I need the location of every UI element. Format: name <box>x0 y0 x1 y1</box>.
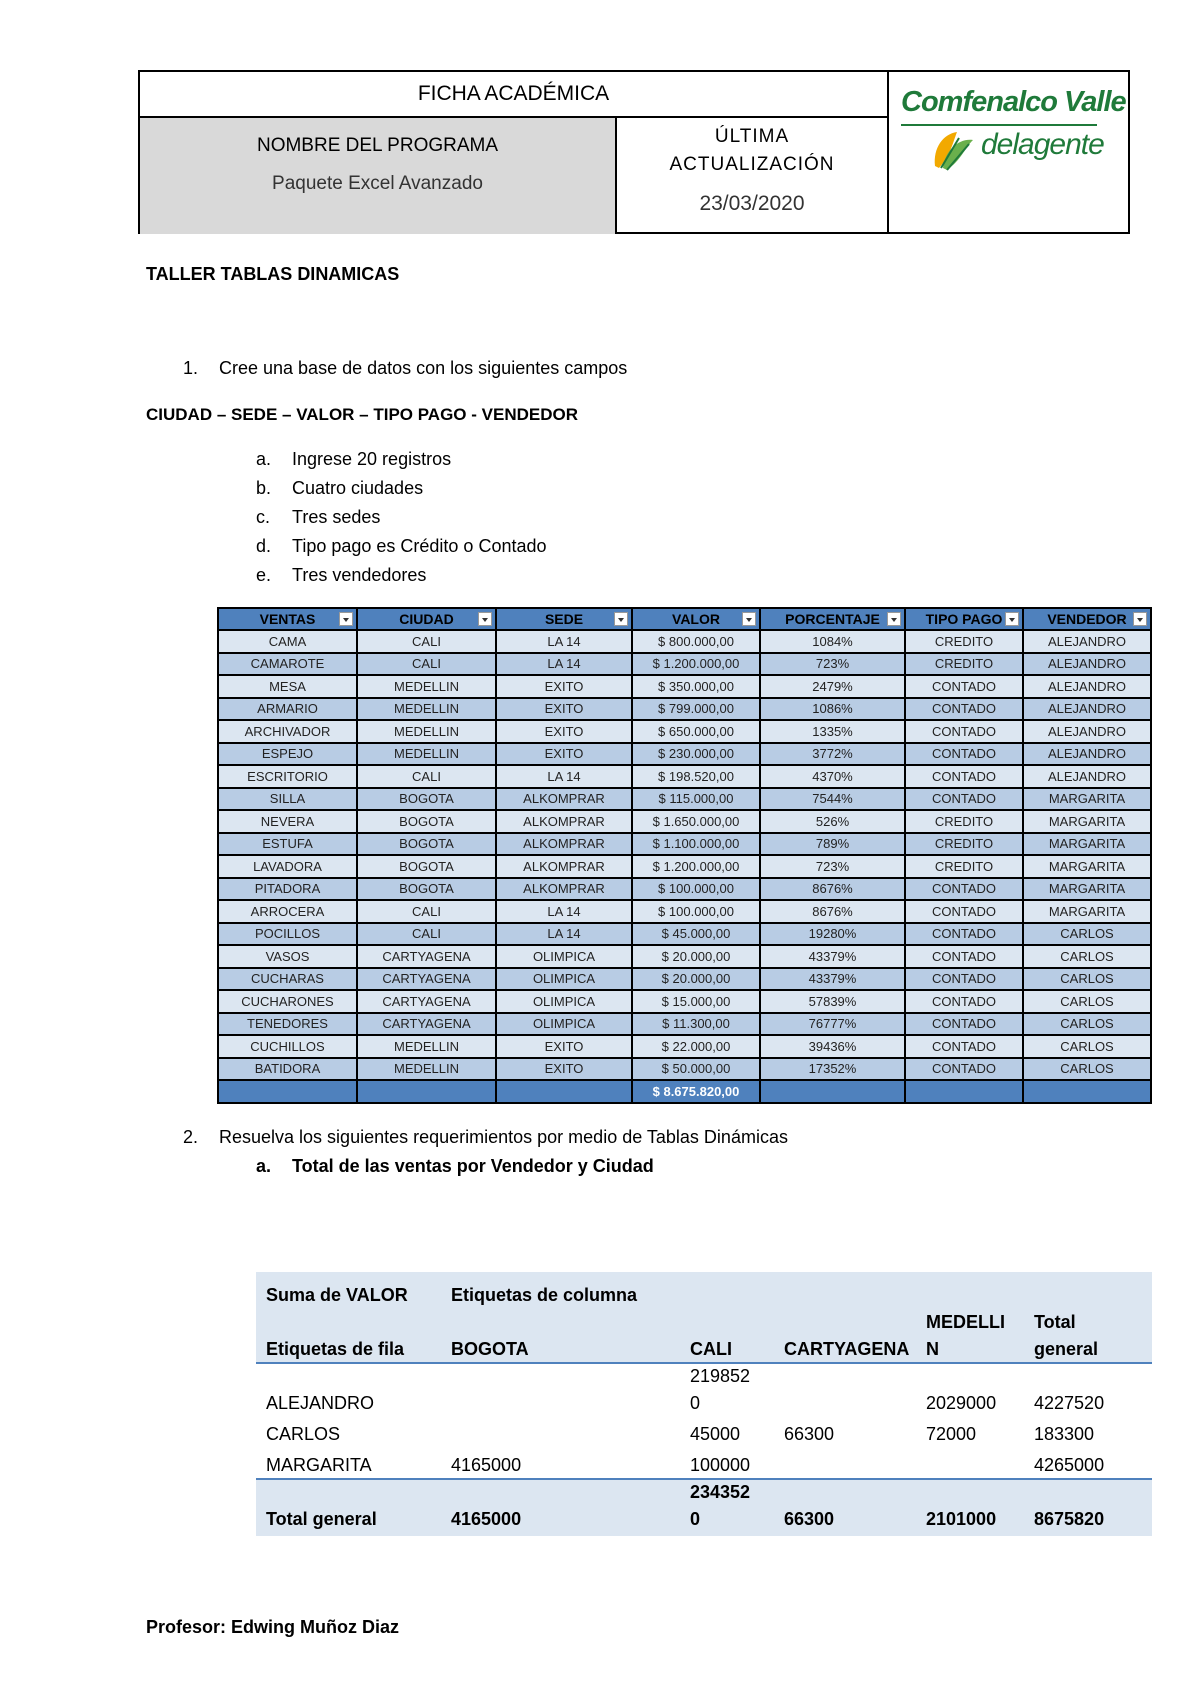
table-cell[interactable]: VASOS <box>218 945 357 968</box>
update-date: 23/03/2020 <box>699 192 805 215</box>
table-row <box>218 630 1151 653</box>
table-cell[interactable]: ALKOMPRAR <box>496 810 632 833</box>
table-cell[interactable]: ESPEJO <box>218 743 357 766</box>
table-row <box>218 765 1151 788</box>
table-cell[interactable] <box>760 1080 905 1103</box>
pivot-grand-cell: 2101000 <box>926 1509 997 1529</box>
table-row <box>218 1035 1151 1058</box>
table-cell[interactable]: $ 350.000,00 <box>632 675 760 698</box>
table-cell[interactable]: MEDELLIN <box>357 1058 496 1081</box>
table-cell[interactable]: CONTADO <box>905 1058 1023 1081</box>
table-body <box>218 630 1151 1080</box>
table-cell[interactable]: POCILLOS <box>218 923 357 946</box>
table-cell[interactable]: CALI <box>357 923 496 946</box>
table-cell[interactable]: $ 1.200.000,00 <box>632 653 760 676</box>
table-row <box>218 675 1151 698</box>
header-label: PORCENTAJE <box>785 611 880 627</box>
logo-divider <box>901 124 1097 126</box>
table-cell[interactable]: ALEJANDRO <box>1023 743 1151 766</box>
table-cell[interactable]: MEDELLIN <box>357 720 496 743</box>
logo-text-bottom: delagente <box>981 128 1104 161</box>
header-ciudad[interactable] <box>357 608 496 630</box>
table-row <box>218 653 1151 676</box>
pivot-grand-cell: 0 <box>690 1509 701 1529</box>
step1-number: 1. <box>183 358 199 378</box>
sublist-text-c: Tres sedes <box>292 507 381 527</box>
table-cell[interactable]: 43379% <box>760 945 905 968</box>
pivot-col-medellin: MEDELLI <box>926 1312 1005 1332</box>
table-cell[interactable]: 57839% <box>760 990 905 1013</box>
table-cell[interactable]: ALEJANDRO <box>1023 675 1151 698</box>
pivot-cell: 2029000 <box>926 1393 997 1413</box>
table-cell[interactable]: LA 14 <box>496 923 632 946</box>
table-cell[interactable]: $ 198.520,00 <box>632 765 760 788</box>
pivot-col-medellin-wrap: N <box>926 1339 939 1359</box>
pivot-row-name: MARGARITA <box>266 1455 372 1475</box>
table-cell[interactable]: ESCRITORIO <box>218 765 357 788</box>
table-row <box>218 743 1151 766</box>
table-cell[interactable]: 7544% <box>760 788 905 811</box>
pivot-cell: 4265000 <box>1034 1455 1105 1475</box>
table-row <box>218 878 1151 901</box>
table-cell[interactable]: $ 50.000,00 <box>632 1058 760 1081</box>
table-cell[interactable]: CONTADO <box>905 698 1023 721</box>
table-cell[interactable]: OLIMPICA <box>496 1013 632 1036</box>
table-cell[interactable]: ALEJANDRO <box>1023 765 1151 788</box>
table-cell[interactable]: CONTADO <box>905 765 1023 788</box>
table-cell[interactable]: 1084% <box>760 630 905 653</box>
pivot-grand-cell: 234352 <box>690 1482 751 1502</box>
table-cell[interactable]: $ 1.100.000,00 <box>632 833 760 856</box>
pivot-cell: 4165000 <box>451 1455 522 1475</box>
pivot-grand-cell: 66300 <box>784 1509 835 1529</box>
step2-number: 2. <box>183 1127 199 1147</box>
sublist-text-a: Ingrese 20 registros <box>292 449 452 469</box>
table-cell[interactable]: CARLOS <box>1023 923 1151 946</box>
table-cell[interactable]: ARMARIO <box>218 698 357 721</box>
table-cell[interactable]: 789% <box>760 833 905 856</box>
table-cell[interactable]: MARGARITA <box>1023 788 1151 811</box>
program-name: Paquete Excel Avanzado <box>272 173 483 194</box>
table-cell[interactable]: CONTADO <box>905 720 1023 743</box>
table-cell[interactable]: MARGARITA <box>1023 878 1151 901</box>
header-porcentaje[interactable] <box>760 608 905 630</box>
update-label <box>617 123 887 179</box>
table-cell[interactable]: MEDELLIN <box>357 675 496 698</box>
table-cell[interactable]: 8676% <box>760 878 905 901</box>
header-label: VENTAS <box>259 611 316 627</box>
header-label: VENDEDOR <box>1047 611 1127 627</box>
filter-dropdown-icon[interactable] <box>887 612 901 626</box>
footer-professor: Profesor: Edwing Muñoz Diaz <box>146 1617 400 1637</box>
table-row <box>218 720 1151 743</box>
table-row <box>218 990 1151 1013</box>
pivot-cell: 45000 <box>690 1424 741 1444</box>
table-cell[interactable]: 3772% <box>760 743 905 766</box>
table-cell[interactable]: ALKOMPRAR <box>496 788 632 811</box>
table-row <box>218 923 1151 946</box>
pivot-col-total-wrap: general <box>1034 1339 1099 1359</box>
table-cell[interactable]: 526% <box>760 810 905 833</box>
table-row <box>218 698 1151 721</box>
table-cell[interactable]: EXITO <box>496 1035 632 1058</box>
table-cell[interactable]: CONTADO <box>905 1035 1023 1058</box>
table-cell[interactable]: NEVERA <box>218 810 357 833</box>
pivot-grand-cell: 8675820 <box>1034 1509 1105 1529</box>
table-cell[interactable]: ALEJANDRO <box>1023 630 1151 653</box>
table-row <box>218 833 1151 856</box>
table-cell[interactable]: $ 100.000,00 <box>632 878 760 901</box>
table-cell[interactable]: CREDITO <box>905 630 1023 653</box>
pivot-col-bogota: BOGOTA <box>451 1339 529 1359</box>
table-cell[interactable]: MEDELLIN <box>357 1035 496 1058</box>
table-row <box>218 855 1151 878</box>
table-cell[interactable]: CONTADO <box>905 1013 1023 1036</box>
table-cell[interactable]: MEDELLIN <box>357 698 496 721</box>
table-cell[interactable]: 39436% <box>760 1035 905 1058</box>
table-cell[interactable]: EXITO <box>496 698 632 721</box>
table-cell[interactable]: BOGOTA <box>357 788 496 811</box>
table-cell[interactable]: MARGARITA <box>1023 810 1151 833</box>
leaf-icon <box>929 128 979 172</box>
table-cell[interactable]: 4370% <box>760 765 905 788</box>
table-cell[interactable]: TENEDORES <box>218 1013 357 1036</box>
header-vendedor[interactable] <box>1023 608 1151 630</box>
table-cell[interactable]: LAVADORA <box>218 855 357 878</box>
table-cell[interactable]: CREDITO <box>905 833 1023 856</box>
table-cell[interactable]: LA 14 <box>496 630 632 653</box>
table-cell[interactable]: CREDITO <box>905 653 1023 676</box>
table-cell[interactable]: CARTYAGENA <box>357 945 496 968</box>
pivot-row-name: ALEJANDRO <box>266 1393 375 1413</box>
update-label-line2: ACTUALIZACIÓN <box>669 154 835 175</box>
table-cell[interactable]: CARLOS <box>1023 1013 1151 1036</box>
header-box <box>138 70 1130 234</box>
pivot-cell: 72000 <box>926 1424 977 1444</box>
table-row <box>218 968 1151 991</box>
table-cell[interactable]: 1335% <box>760 720 905 743</box>
table-cell[interactable]: CREDITO <box>905 810 1023 833</box>
table-cell[interactable] <box>1023 1080 1151 1103</box>
table-cell[interactable]: 76777% <box>760 1013 905 1036</box>
filter-dropdown-icon[interactable] <box>339 612 353 626</box>
table-cell[interactable]: CAMAROTE <box>218 653 357 676</box>
table-row <box>218 1058 1151 1081</box>
table-cell[interactable]: $ 15.000,00 <box>632 990 760 1013</box>
pivot-row-name: CARLOS <box>266 1424 341 1444</box>
pivot-cell: 100000 <box>690 1455 751 1475</box>
table-cell[interactable]: $ 22.000,00 <box>632 1035 760 1058</box>
table-cell[interactable]: CUCHARONES <box>218 990 357 1013</box>
header-label: VALOR <box>672 611 720 627</box>
table-cell[interactable]: CARLOS <box>1023 968 1151 991</box>
header-title: FICHA ACADÉMICA <box>140 72 889 118</box>
table-cell[interactable]: CARLOS <box>1023 1058 1151 1081</box>
pivot-table <box>256 1272 1152 1534</box>
sublist-letter-a: a. <box>256 449 272 469</box>
table-cell[interactable]: ARCHIVADOR <box>218 720 357 743</box>
table-cell[interactable]: 17352% <box>760 1058 905 1081</box>
pivot-cell: 4227520 <box>1034 1393 1105 1413</box>
table-cell[interactable]: CARLOS <box>1023 945 1151 968</box>
table-cell[interactable]: BOGOTA <box>357 833 496 856</box>
table-cell[interactable]: CARTYAGENA <box>357 990 496 1013</box>
filter-dropdown-icon[interactable] <box>478 612 492 626</box>
table-cell[interactable]: ALKOMPRAR <box>496 855 632 878</box>
pivot-column-labels[interactable]: Etiquetas de columna <box>451 1285 638 1305</box>
table-row <box>218 1013 1151 1036</box>
filter-dropdown-icon[interactable] <box>614 612 628 626</box>
table-cell[interactable]: $ 20.000,00 <box>632 945 760 968</box>
table-cell[interactable]: PITADORA <box>218 878 357 901</box>
sublist-letter-d: d. <box>256 536 272 556</box>
table-row <box>218 788 1151 811</box>
table-cell[interactable]: CALI <box>357 765 496 788</box>
table-cell[interactable]: ESTUFA <box>218 833 357 856</box>
workshop-title: TALLER TABLAS DINAMICAS <box>146 264 400 284</box>
table-cell[interactable]: $ 20.000,00 <box>632 968 760 991</box>
table-cell[interactable]: $ 11.300,00 <box>632 1013 760 1036</box>
table-cell[interactable]: CONTADO <box>905 878 1023 901</box>
header-ventas[interactable] <box>218 608 357 630</box>
table-cell[interactable]: CARTYAGENA <box>357 968 496 991</box>
table-cell[interactable]: 43379% <box>760 968 905 991</box>
table-cell[interactable]: CREDITO <box>905 855 1023 878</box>
pivot-cell: 183300 <box>1034 1424 1095 1444</box>
table-cell[interactable]: BOGOTA <box>357 810 496 833</box>
table-cell[interactable] <box>496 1080 632 1103</box>
filter-dropdown-icon[interactable] <box>1133 612 1147 626</box>
table-cell[interactable]: $ 115.000,00 <box>632 788 760 811</box>
pivot-row-labels[interactable]: Etiquetas de fila <box>266 1339 405 1359</box>
table-cell[interactable] <box>357 1080 496 1103</box>
table-cell[interactable]: ALKOMPRAR <box>496 833 632 856</box>
table-cell[interactable] <box>218 1080 357 1103</box>
table-cell[interactable]: CONTADO <box>905 788 1023 811</box>
pivot-cell: 219852 <box>690 1366 751 1386</box>
table-cell[interactable]: CUCHILLOS <box>218 1035 357 1058</box>
table-cell[interactable]: CARLOS <box>1023 1035 1151 1058</box>
table-cell[interactable]: MARGARITA <box>1023 900 1151 923</box>
table-cell[interactable]: EXITO <box>496 720 632 743</box>
table-cell[interactable]: CONTADO <box>905 990 1023 1013</box>
sublist-letter-c: c. <box>256 507 271 527</box>
total-value[interactable]: $ 8.675.820,00 <box>632 1080 760 1103</box>
table-cell[interactable]: $ 45.000,00 <box>632 923 760 946</box>
sublist-text-d: Tipo pago es Crédito o Contado <box>292 536 547 556</box>
header-sede[interactable] <box>496 608 632 630</box>
header-valor[interactable] <box>632 608 760 630</box>
table-cell[interactable]: CONTADO <box>905 900 1023 923</box>
table-cell[interactable]: ARROCERA <box>218 900 357 923</box>
table-cell[interactable]: SILLA <box>218 788 357 811</box>
logo <box>889 72 1128 232</box>
table-cell[interactable]: 19280% <box>760 923 905 946</box>
table-header-row <box>218 608 1151 630</box>
table-cell[interactable]: OLIMPICA <box>496 990 632 1013</box>
sublist-text-e: Tres vendedores <box>292 565 427 585</box>
table-cell[interactable]: MARGARITA <box>1023 855 1151 878</box>
table-cell[interactable]: CONTADO <box>905 968 1023 991</box>
table-cell[interactable]: MEDELLIN <box>357 743 496 766</box>
fields-line: CIUDAD – SEDE – VALOR – TIPO PAGO - VENDEDOR <box>146 405 578 424</box>
pivot-sum-label[interactable]: Suma de VALOR <box>266 1285 408 1305</box>
table-cell[interactable]: EXITO <box>496 743 632 766</box>
program-label: NOMBRE DEL PROGRAMA <box>256 135 499 156</box>
pivot-col-cali: CALI <box>690 1339 732 1359</box>
table-cell[interactable]: BOGOTA <box>357 878 496 901</box>
pivot-col-total: Total <box>1034 1312 1076 1332</box>
sublist-letter-b: b. <box>256 478 272 498</box>
step2a-letter: a. <box>256 1156 272 1176</box>
pivot-col-cartagena: CARTYAGENA <box>784 1339 910 1359</box>
header-label: TIPO PAGO <box>925 611 1003 627</box>
table-cell[interactable]: 8676% <box>760 900 905 923</box>
table-cell[interactable]: $ 100.000,00 <box>632 900 760 923</box>
step2-text: Resuelva los siguientes requerimientos por medio de Tablas Dinámicas <box>219 1127 788 1147</box>
pivot-grand-cell: 4165000 <box>451 1509 522 1529</box>
table-cell[interactable]: 723% <box>760 855 905 878</box>
table-cell[interactable]: $ 799.000,00 <box>632 698 760 721</box>
table-cell[interactable]: CALI <box>357 900 496 923</box>
header-label: CIUDAD <box>399 611 454 627</box>
table-row <box>218 945 1151 968</box>
logo-text-top: Comfenalco Valle <box>901 86 1126 118</box>
table-total-row <box>218 1080 1151 1103</box>
table-cell[interactable]: CAMA <box>218 630 357 653</box>
sublist-text-b: Cuatro ciudades <box>292 478 424 498</box>
table-cell[interactable]: BOGOTA <box>357 855 496 878</box>
step1-text: Cree una base de datos con los siguientes campos <box>219 358 628 378</box>
table-cell[interactable]: BATIDORA <box>218 1058 357 1081</box>
step2a-text: Total de las ventas por Vendedor y Ciudad <box>292 1156 654 1176</box>
table-cell[interactable]: LA 14 <box>496 900 632 923</box>
sublist-letter-e: e. <box>256 565 272 585</box>
table-cell[interactable]: ALEJANDRO <box>1023 720 1151 743</box>
table-cell[interactable]: MESA <box>218 675 357 698</box>
table-cell[interactable]: CARLOS <box>1023 990 1151 1013</box>
table-cell[interactable]: 723% <box>760 653 905 676</box>
table-cell[interactable]: $ 800.000,00 <box>632 630 760 653</box>
header-label: SEDE <box>544 611 584 627</box>
filter-dropdown-icon[interactable] <box>742 612 756 626</box>
table-cell[interactable]: ALEJANDRO <box>1023 653 1151 676</box>
program-cell <box>140 118 617 234</box>
pivot-cell: 66300 <box>784 1424 835 1444</box>
table-cell[interactable]: CONTADO <box>905 923 1023 946</box>
table-cell[interactable]: 2479% <box>760 675 905 698</box>
table-cell[interactable]: 1086% <box>760 698 905 721</box>
table-cell[interactable]: OLIMPICA <box>496 968 632 991</box>
table-cell[interactable]: $ 1.200.000,00 <box>632 855 760 878</box>
update-label-line1: ÚLTIMA <box>714 126 790 147</box>
table-row <box>218 900 1151 923</box>
table-cell[interactable]: LA 14 <box>496 653 632 676</box>
table-cell[interactable] <box>905 1080 1023 1103</box>
pivot-grand-name: Total general <box>266 1509 377 1529</box>
table-cell[interactable]: MARGARITA <box>1023 833 1151 856</box>
filter-dropdown-icon[interactable] <box>1005 612 1019 626</box>
update-cell <box>617 118 889 234</box>
table-row <box>218 810 1151 833</box>
table-cell[interactable]: OLIMPICA <box>496 945 632 968</box>
header-tipo-pago[interactable] <box>905 608 1023 630</box>
table-cell[interactable]: CUCHARAS <box>218 968 357 991</box>
table-cell[interactable]: $ 230.000,00 <box>632 743 760 766</box>
table-cell[interactable]: EXITO <box>496 675 632 698</box>
table-cell[interactable]: CONTADO <box>905 675 1023 698</box>
table-cell[interactable]: CALI <box>357 630 496 653</box>
table-cell[interactable]: $ 1.650.000,00 <box>632 810 760 833</box>
table-cell[interactable]: CALI <box>357 653 496 676</box>
table-cell[interactable]: LA 14 <box>496 765 632 788</box>
table-cell[interactable]: $ 650.000,00 <box>632 720 760 743</box>
table-cell[interactable]: EXITO <box>496 1058 632 1081</box>
pivot-cell: 0 <box>690 1393 701 1413</box>
data-table <box>217 607 1152 1104</box>
table-cell[interactable]: CONTADO <box>905 743 1023 766</box>
table-cell[interactable]: CARTYAGENA <box>357 1013 496 1036</box>
table-cell[interactable]: CONTADO <box>905 945 1023 968</box>
table-cell[interactable]: ALKOMPRAR <box>496 878 632 901</box>
table-cell[interactable]: ALEJANDRO <box>1023 698 1151 721</box>
